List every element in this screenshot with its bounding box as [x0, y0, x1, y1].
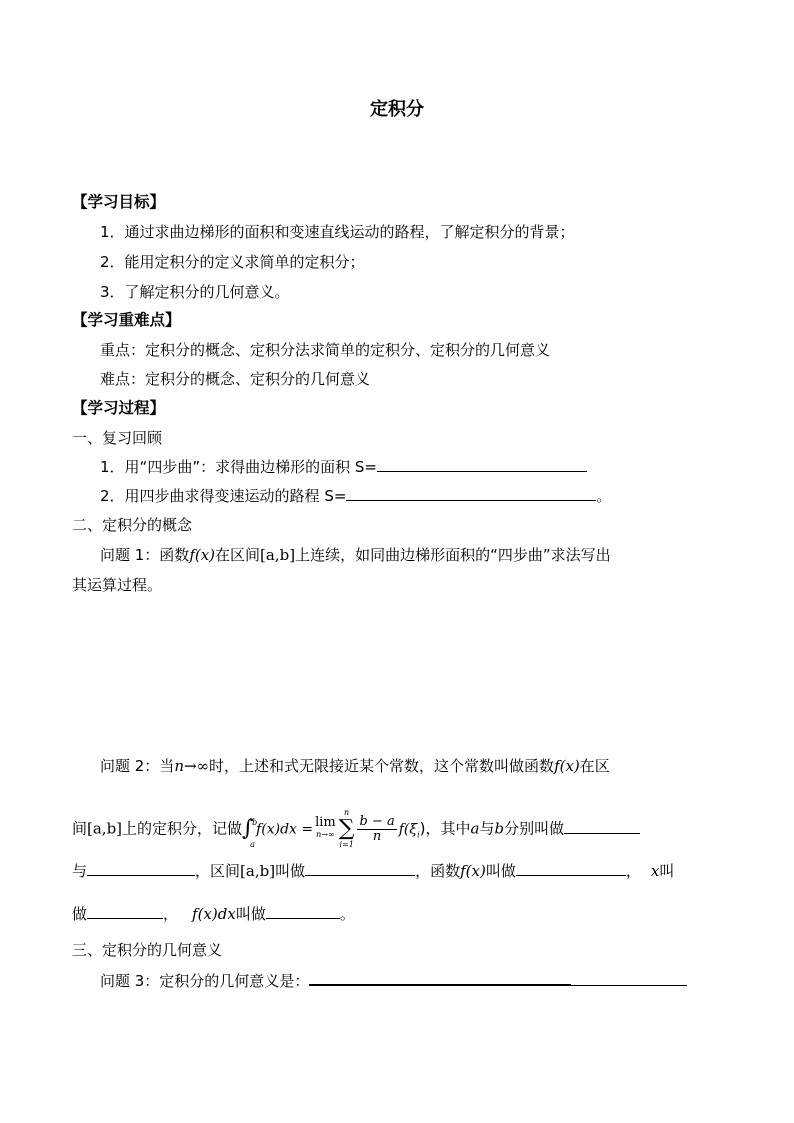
problem-1-line-2: 其运算过程。 — [72, 576, 163, 594]
problem-2-text: ， — [625, 862, 641, 880]
problem-2-text: ，区间 — [195, 862, 241, 880]
problem-2-text: )，其中 — [419, 819, 471, 838]
problem-2-text: 叫做 — [485, 862, 516, 880]
answer-blank-geometric-meaning[interactable] — [309, 970, 571, 986]
math-integrand: f(x)dx = — [256, 821, 314, 838]
key-points-heading: 【学习重难点】 — [72, 311, 181, 329]
problem-2-text: 时，上述和式无限接近某个常数，这个常数叫做函数 — [209, 757, 555, 775]
review-question-2 — [100, 486, 611, 506]
punctuation: 。 — [596, 487, 612, 505]
problem-2-text: ，函数 — [415, 862, 461, 880]
fraction-numerator: b − a — [359, 813, 395, 829]
problem-2-text: 叫 — [659, 862, 675, 880]
sum-upper: n — [344, 808, 350, 817]
concept-heading: 二、定积分的概念 — [72, 516, 193, 534]
problem-2-text: 分别叫做 — [504, 819, 565, 838]
math-fx: f(x) — [460, 862, 486, 880]
answer-blank-variable-name[interactable] — [87, 904, 163, 919]
math-x: x — [650, 862, 660, 880]
math-f-xi: f(ξ — [398, 821, 418, 838]
review-question-2-text: 2．用四步曲求得变速运动的路程 S= — [100, 487, 347, 505]
math-b: b — [494, 819, 505, 838]
problem-2-text: 问题 2：当 — [100, 757, 175, 775]
problem-1-text: 在区间 — [215, 546, 261, 564]
math-interval: [a,b] — [240, 862, 276, 880]
math-interval: [a,b] — [87, 819, 123, 838]
lim-word: lim — [315, 815, 336, 830]
integral-sign: ∫ — [242, 816, 254, 841]
math-a: a — [470, 819, 480, 838]
problem-1-text: 问题 1：函数 — [100, 546, 190, 564]
answer-blank-area[interactable] — [377, 457, 587, 472]
problem-2-text: 做 — [72, 905, 88, 923]
objective-item: 3．了解定积分的几何意义。 — [100, 283, 290, 301]
objectives-heading: 【学习目标】 — [72, 193, 166, 211]
answer-blank-distance[interactable] — [346, 486, 596, 501]
problem-2-text: 与 — [72, 862, 88, 880]
integral-upper-bound: b — [252, 818, 258, 827]
integral-lower-bound: a — [250, 840, 255, 849]
problem-1-text: 上连续，如同曲边梯形面积的“四步曲”求法写出 — [295, 546, 611, 564]
integral-symbol — [242, 815, 258, 849]
answer-blank-upper-limit[interactable] — [87, 861, 195, 876]
lim-subscript: n→∞ — [316, 830, 335, 839]
limit-operator — [315, 817, 336, 841]
document-title: 定积分 — [370, 99, 424, 120]
objective-item: 1．通过求曲边梯形的面积和变速直线运动的路程，了解定积分的背景； — [100, 223, 575, 241]
fraction — [357, 815, 396, 844]
problem-2-line-1 — [100, 756, 610, 776]
problem-3-text: 问题 3：定积分的几何意义是： — [100, 972, 310, 990]
math-fx: f(x) — [189, 546, 216, 564]
review-question-1 — [100, 457, 587, 477]
objective-item: 2．能用定积分的定义求简单的定积分； — [100, 253, 365, 271]
problem-3 — [100, 970, 687, 991]
problem-2-line-3 — [72, 861, 674, 881]
problem-2-text: ， — [163, 905, 179, 923]
answer-blank-lower-limit[interactable] — [564, 819, 640, 834]
difficult-point-text: 难点：定积分的概念、定积分的几何意义 — [100, 370, 371, 388]
problem-2-text: 上的定积分，记做 — [122, 819, 243, 838]
problem-2-line-4 — [72, 904, 355, 924]
problem-2-text: 在区 — [579, 757, 610, 775]
math-fx: f(x) — [554, 757, 580, 775]
math-fxdx: f(x)dx — [192, 905, 236, 923]
review-heading: 一、复习回顾 — [72, 429, 163, 447]
problem-2-text: 。 — [339, 905, 355, 923]
math-n-to-infinity: n→∞ — [174, 757, 210, 775]
answer-blank-geometric-meaning-extra[interactable] — [571, 971, 687, 986]
sum-sign: ∑ — [338, 816, 355, 841]
math-xi-subscript: i — [417, 830, 420, 840]
sum-lower: i=1 — [339, 840, 354, 849]
sum-operator — [339, 808, 355, 850]
problem-2-text: 间 — [72, 819, 88, 838]
problem-2-text: 与 — [479, 819, 495, 838]
answer-blank-interval-name[interactable] — [305, 861, 415, 876]
math-interval: [a,b] — [260, 546, 296, 564]
problem-2-text: 叫做 — [275, 862, 306, 880]
fraction-denominator: n — [372, 828, 382, 844]
answer-blank-function-name[interactable] — [516, 861, 626, 876]
problem-1-line-1 — [100, 545, 611, 565]
problem-2-line-2 — [72, 808, 640, 850]
answer-blank-integrand-name[interactable] — [266, 904, 340, 919]
process-heading: 【学习过程】 — [72, 399, 166, 417]
key-point-text: 重点：定积分的概念、定积分法求简单的定积分、定积分的几何意义 — [100, 341, 551, 359]
geometric-meaning-heading: 三、定积分的几何意义 — [72, 941, 223, 959]
problem-2-text: 叫做 — [235, 905, 266, 923]
review-question-1-text: 1．用“四步曲”：求得曲边梯形的面积 S= — [100, 458, 377, 476]
